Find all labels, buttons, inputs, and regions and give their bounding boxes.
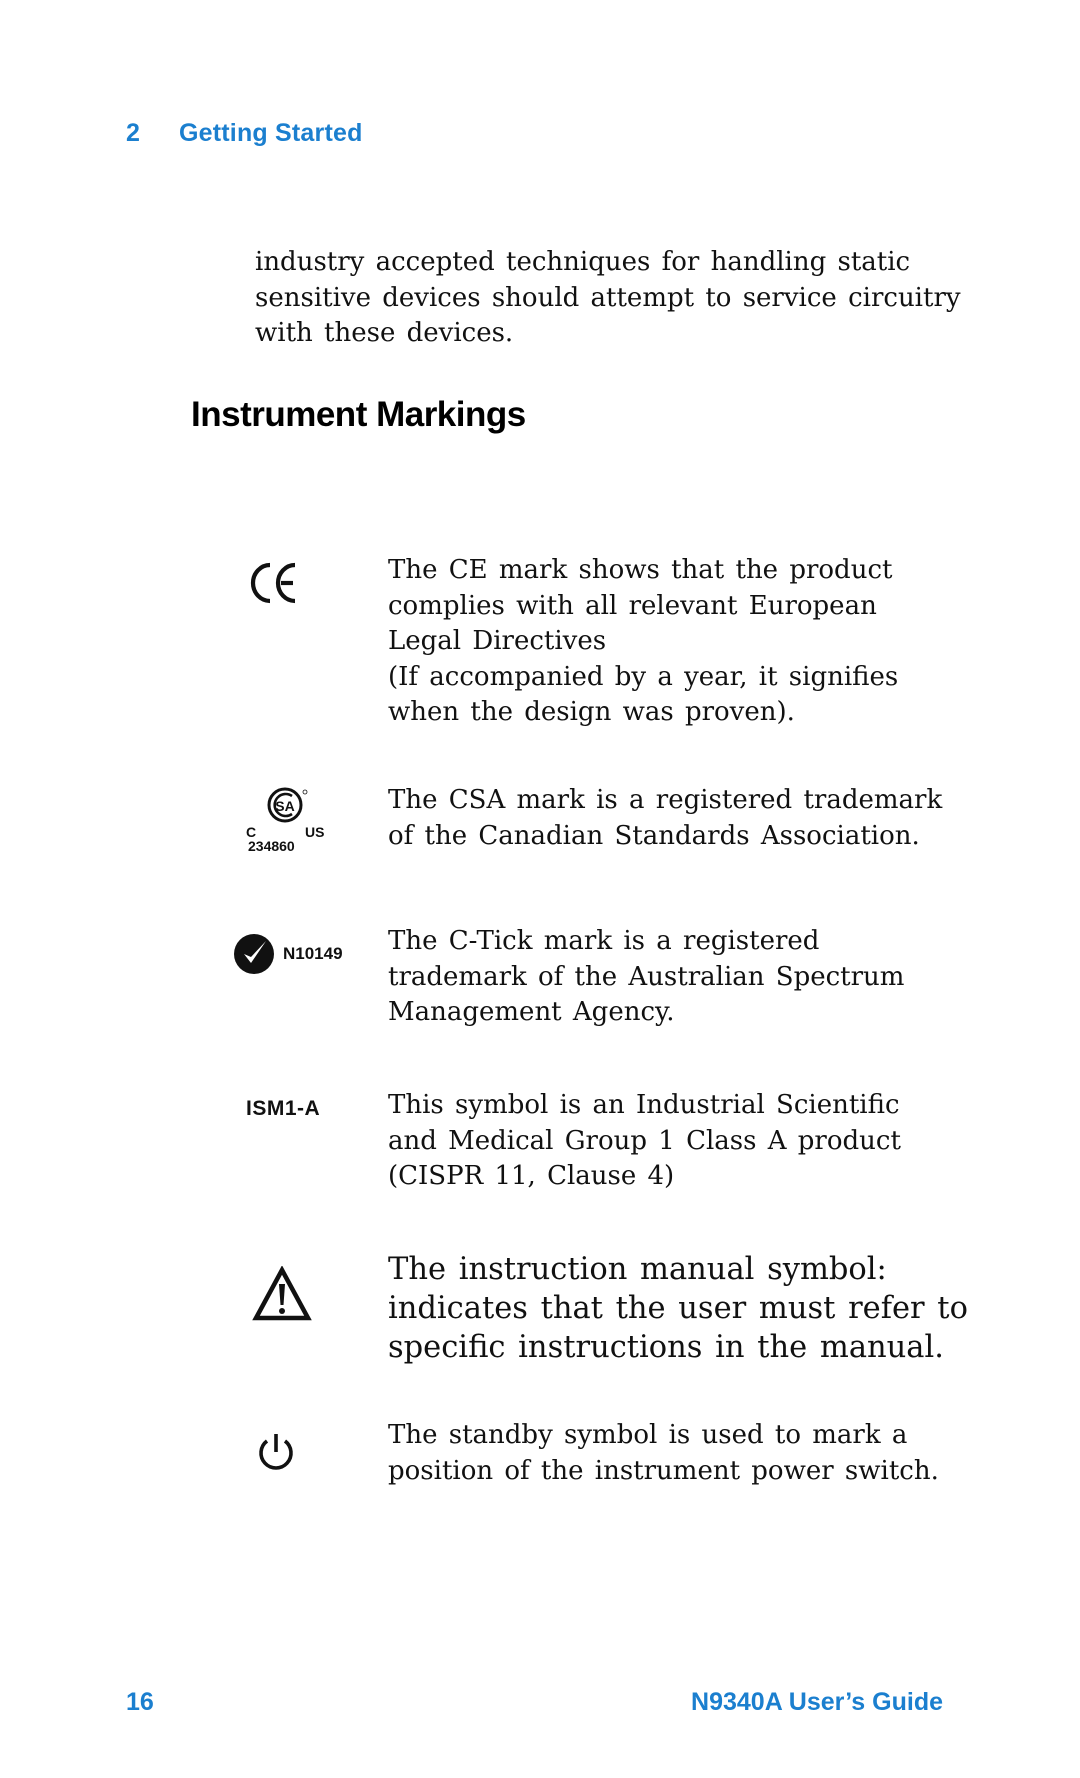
chapter-number: 2: [126, 119, 141, 147]
warning-triangle-icon: [252, 1266, 312, 1326]
marking-standby: [230, 1418, 950, 1498]
intro-paragraph: [255, 245, 961, 352]
description-line: The instruction manual symbol:: [388, 1252, 887, 1287]
description-line: trademark of the Australian Spectrum: [388, 961, 905, 992]
description-line: and Medical Group 1 Class A product: [388, 1125, 901, 1156]
description-line: (CISPR 11, Clause 4): [388, 1161, 675, 1191]
description-line: Management Agency.: [388, 997, 675, 1027]
csa-right-label: US: [305, 824, 325, 840]
marking-description: [388, 553, 948, 731]
marking-description: [388, 1418, 948, 1489]
svg-text:SA: SA: [275, 798, 295, 814]
description-line: Legal Directives: [388, 626, 607, 656]
intro-line: with these devices.: [255, 318, 514, 348]
marking-ce: [230, 553, 950, 727]
marking-description: [388, 783, 948, 854]
intro-line: industry accepted techniques for handling static: [255, 247, 911, 277]
marking-ism: [230, 1088, 950, 1198]
marking-description: [388, 924, 948, 1031]
marking-csa: [230, 783, 950, 863]
ce-mark-icon: [250, 561, 302, 609]
intro-line: sensitive devices should attempt to service circuitry: [255, 282, 961, 313]
section-title: Instrument Markings: [191, 395, 526, 434]
csa-number: 234860: [248, 838, 295, 854]
description-line: when the design was proven).: [388, 697, 795, 727]
description-line: This symbol is an Industrial Scientific: [388, 1090, 900, 1120]
description-line: The CSA mark is a registered trademark: [388, 785, 943, 815]
marking-c-tick: [230, 924, 950, 1034]
csa-mark-icon: [245, 783, 325, 853]
description-line: The C-Tick mark is a registered: [388, 926, 820, 956]
ism-symbol-label: ISM1-A: [246, 1097, 321, 1120]
description-line: specific instructions in the manual.: [388, 1330, 944, 1365]
description-line: of the Canadian Standards Association.: [388, 820, 920, 851]
description-line: position of the instrument power switch.: [388, 1455, 939, 1486]
description-line: indicates that the user must refer to: [388, 1291, 968, 1326]
description-line: (If accompanied by a year, it signifies: [388, 661, 899, 692]
standby-power-icon: [254, 1430, 298, 1478]
page-number: 16: [126, 1688, 154, 1716]
c-tick-mark-icon: [232, 932, 276, 980]
marking-description: [388, 1250, 968, 1367]
marking-description: [388, 1088, 948, 1195]
chapter-title: Getting Started: [179, 119, 363, 147]
description-line: The standby symbol is used to mark a: [388, 1420, 908, 1450]
description-line: The CE mark shows that the product: [388, 555, 893, 585]
guide-title: N9340A User’s Guide: [691, 1688, 943, 1716]
c-tick-number: N10149: [283, 944, 343, 963]
csa-left-label: C: [246, 824, 257, 840]
running-head: [126, 119, 363, 148]
marking-instruction-manual: [230, 1250, 968, 1380]
description-line: complies with all relevant European: [388, 590, 877, 621]
